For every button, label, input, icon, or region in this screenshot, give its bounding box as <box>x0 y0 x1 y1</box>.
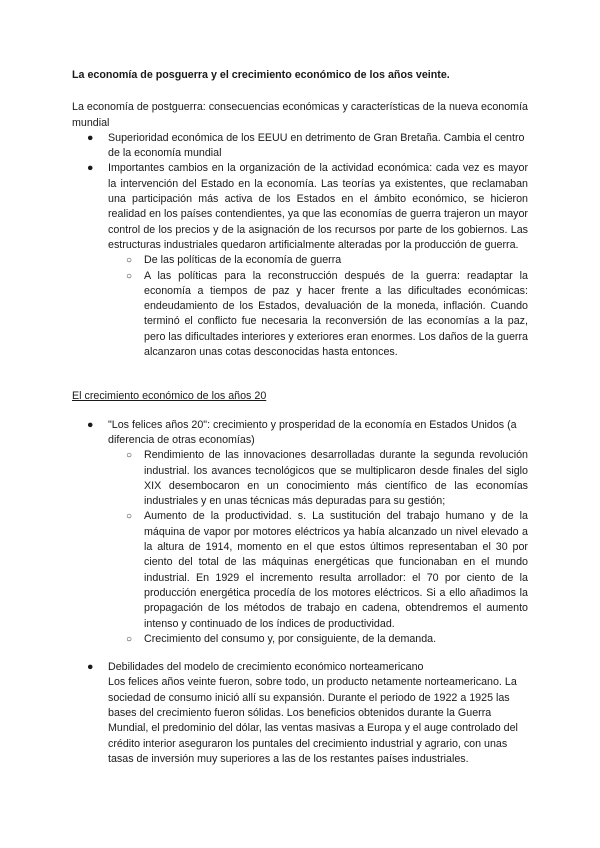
sub-list-item <box>72 448 528 509</box>
sub-list-item <box>72 509 528 631</box>
sub-bullet-icon: ○ <box>126 633 133 645</box>
spacer <box>72 647 528 660</box>
list-item-text: Importantes cambios en la organización de la actividad económica: cada vez es mayor la intervención del Estado en la economía. Las teorías ya existentes, que reclamaban una participación más activa de los Estados en el ámbito económico, se hicieron realidad en los países contendientes, ya que las economías de guerra trajeron un mayor control de los precios y de la asignación de los recursos por parte de los gobiernos. Las estructuras industriales quedaron artificialmente alteradas por la producción de guerra. <box>108 162 528 251</box>
bullet-icon: ● <box>87 661 94 674</box>
bullet-icon: ● <box>87 418 94 431</box>
list-item <box>72 418 528 449</box>
section2-heading: El crecimiento económico de los años 20 <box>72 390 267 403</box>
sub-bullet-icon: ○ <box>126 255 133 267</box>
spacer <box>72 360 528 389</box>
sub-list-item <box>72 269 528 361</box>
bullet-icon: ● <box>87 162 94 175</box>
section1-intro: La economía de postguerra: consecuencias económicas y características de la nueva economía mundial <box>72 101 528 129</box>
sub-bullet-icon: ○ <box>126 450 133 462</box>
list-item-paragraph: Los felices años veinte fueron, sobre todo, un producto netamente norteamericano. La sociedad de consumo inició allí su expansión. Durante el periodo de 1922 a 1925 las bases del crecimiento fueron sólidas. Los beneficios obtenidos durante la Guerra Mundial, el predominio del dólar, las ventas masivas a Europa y el auge controlado del crédito interior aseguraron los puntales del crecimiento industrial y agrario, con unas tasas de inversión muy superiores a las de los restantes países industriales. <box>108 676 518 765</box>
list-item-text: "Los felices años 20": crecimiento y prosperidad de la economía en Estados Unidos (a diferencia de otras economías) <box>108 418 517 446</box>
sub-bullet-icon: ○ <box>126 270 133 282</box>
sub-list-item <box>72 253 528 268</box>
sub-list-item-text: A las políticas para la reconstrucción después de la guerra: readaptar la economía a tiempos de paz y hacer frente a las dificultades económicas: endeudamiento de los Estados, devaluación de la moneda, inflación. Cuando terminó el conflicto fue necesaria la reconversión de las economías a la paz, pero las dificultades interiores y exteriores eran enormes. Los daños de la guerra alcanzaron unas cotas desconocidas hasta entonces. <box>144 269 528 359</box>
document-page <box>72 68 528 767</box>
sub-list-item-text: Rendimiento de las innovaciones desarrolladas durante la segunda revolución industrial. los avances tecnológicos que se multiplicaron desde finales del siglo XIX desembocaron en un conocimiento más científico de las economías industriales y en unas técnicas más depuradas para su gestión; <box>144 449 528 508</box>
sub-list-item-text: De las políticas de la economía de guerra <box>144 254 342 267</box>
list-item-text: Debilidades del modelo de crecimiento económico norteamericano <box>108 661 424 674</box>
sub-bullet-icon: ○ <box>126 511 133 523</box>
sub-list-item <box>72 632 528 647</box>
document-title: La economía de posguerra y el crecimiento económico de los años veinte. <box>72 69 450 81</box>
sub-list-item-text: Aumento de la productividad. s. La sustitución del trabajo humano y de la máquina de vapor por motores eléctricos ya había alcanzado un nivel elevado a la altura de 1914, momento en el que estos últimos representaban el 30 por ciento del total de las máquinas energéticas que funcionaban en el mundo industrial. En 1929 el incremento resulta arrollador: el 70 por ciento de la producción energética procedía de los motores eléctricos. Si a ello añadimos la propagación de los métodos de trabajo en cadena, obtendremos el aumento intenso y continuado de los índices de productividad. <box>144 510 528 630</box>
list-item <box>72 161 528 253</box>
bullet-icon: ● <box>87 131 94 144</box>
list-item <box>72 131 528 162</box>
list-item-text: Superioridad económica de los EEUU en detrimento de Gran Bretaña. Cambia el centro de la economía mundial <box>108 131 525 160</box>
sub-list-item-text: Crecimiento del consumo y, por consiguiente, de la demanda. <box>144 632 437 645</box>
spacer <box>72 405 528 418</box>
list-item <box>72 660 528 767</box>
